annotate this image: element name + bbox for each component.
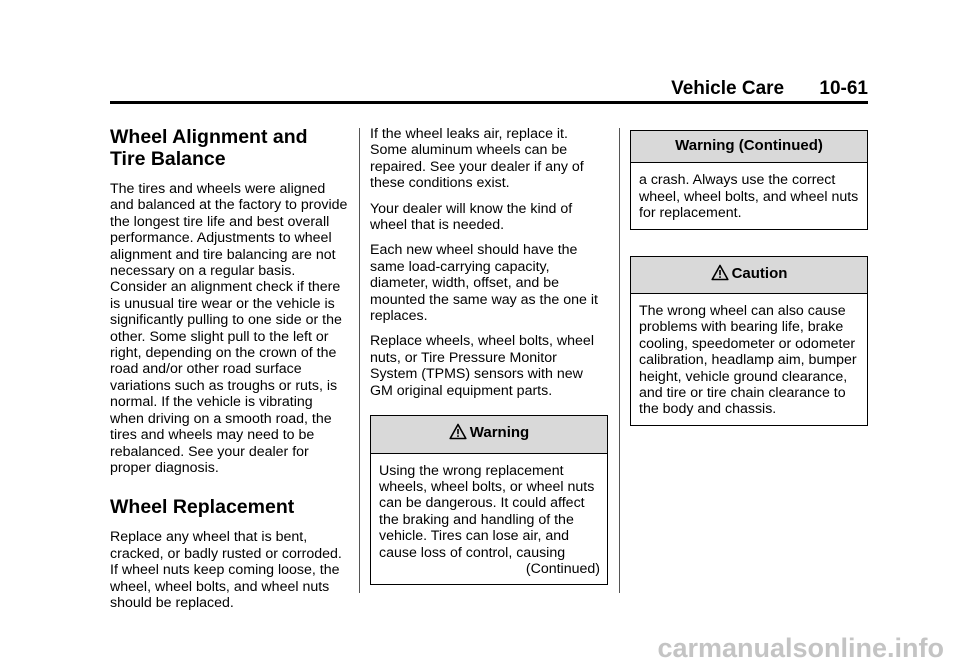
heading-wheel-alignment: Wheel Alignment and Tire Balance (110, 126, 308, 170)
warning-triangle-icon (449, 423, 467, 444)
paragraph: Replace any wheel that is bent, cracked, or badly rusted or corroded. If wheel nuts keep coming loose, the wheel, wheel bolts, and wheel nuts should be replaced. (110, 529, 342, 611)
column-divider (359, 128, 360, 593)
page-header (671, 78, 868, 100)
warning-continued-body: a crash. Always use the correct wheel, wheel bolts, and wheel nuts for replacement. (639, 172, 859, 222)
header-rule (110, 101, 868, 104)
paragraph: Replace wheels, wheel bolts, wheel nuts, or Tire Pressure Monitor System (TPMS) sensors with new GM original equipment parts. (370, 333, 594, 399)
caution-title: Caution (731, 264, 788, 282)
paragraph: The tires and wheels were aligned and balanced at the factory to provide the longest tire life and best overall performance. Adjustments to wheel alignment and tire balancing are not necessary on a regular basis. Consider an alignment check if there is unusual tire wear or the vehicle is significantly pulling to one side or the other. Some slight pull to the left or right, depending on the crown of the road and/or other road surface variations such as troughs or ruts, is normal. If the vehicle is vibrating when driving on a smooth road, the tires and wheels may need to be rebalanced. See your dealer for proper diagnosis. (110, 181, 348, 476)
caution-box-header (631, 257, 867, 294)
warning-text: Using the wrong replacement wheels, wheel bolts, or wheel nuts can be dangerous. It could affect the braking and handling of the vehicle. Tires can lose air, and cause loss of control, causing (379, 462, 595, 561)
page-number: 10-61 (819, 78, 868, 99)
continued-label: (Continued) (525, 560, 600, 577)
paragraph: If the wheel leaks air, replace it. Some aluminum wheels can be repaired. See your dealer if any of these conditions exist. (370, 126, 584, 192)
column-2 (370, 126, 608, 611)
warning-box-body (371, 454, 607, 585)
column-3 (630, 130, 868, 452)
caution-box (630, 256, 868, 426)
warning-box-header (371, 416, 607, 453)
warning-continued-header: Warning (Continued) (631, 131, 867, 163)
section-title: Vehicle Care (671, 78, 785, 99)
column-divider (619, 128, 620, 593)
warning-title: Warning (469, 424, 530, 442)
heading-wheel-replacement: Wheel Replacement (110, 496, 295, 519)
warning-triangle-icon (711, 264, 729, 285)
paragraph: Your dealer will know the kind of wheel that is needed. (370, 200, 573, 234)
column-1 (110, 126, 348, 620)
paragraph: Each new wheel should have the same load-carrying capacity, diameter, width, offset, and be mounted the same way as the one it replaces. (370, 242, 598, 325)
warning-box (370, 415, 608, 585)
watermark: carmanualsonline.info (657, 633, 944, 663)
caution-box-body: The wrong wheel can also cause problems with bearing life, brake cooling, speedometer or odometer calibration, headlamp aim, bumper height, vehicle ground clearance, and tire or tire chain clearance to the body and chassis. (639, 303, 857, 418)
warning-continued-box (630, 130, 868, 230)
